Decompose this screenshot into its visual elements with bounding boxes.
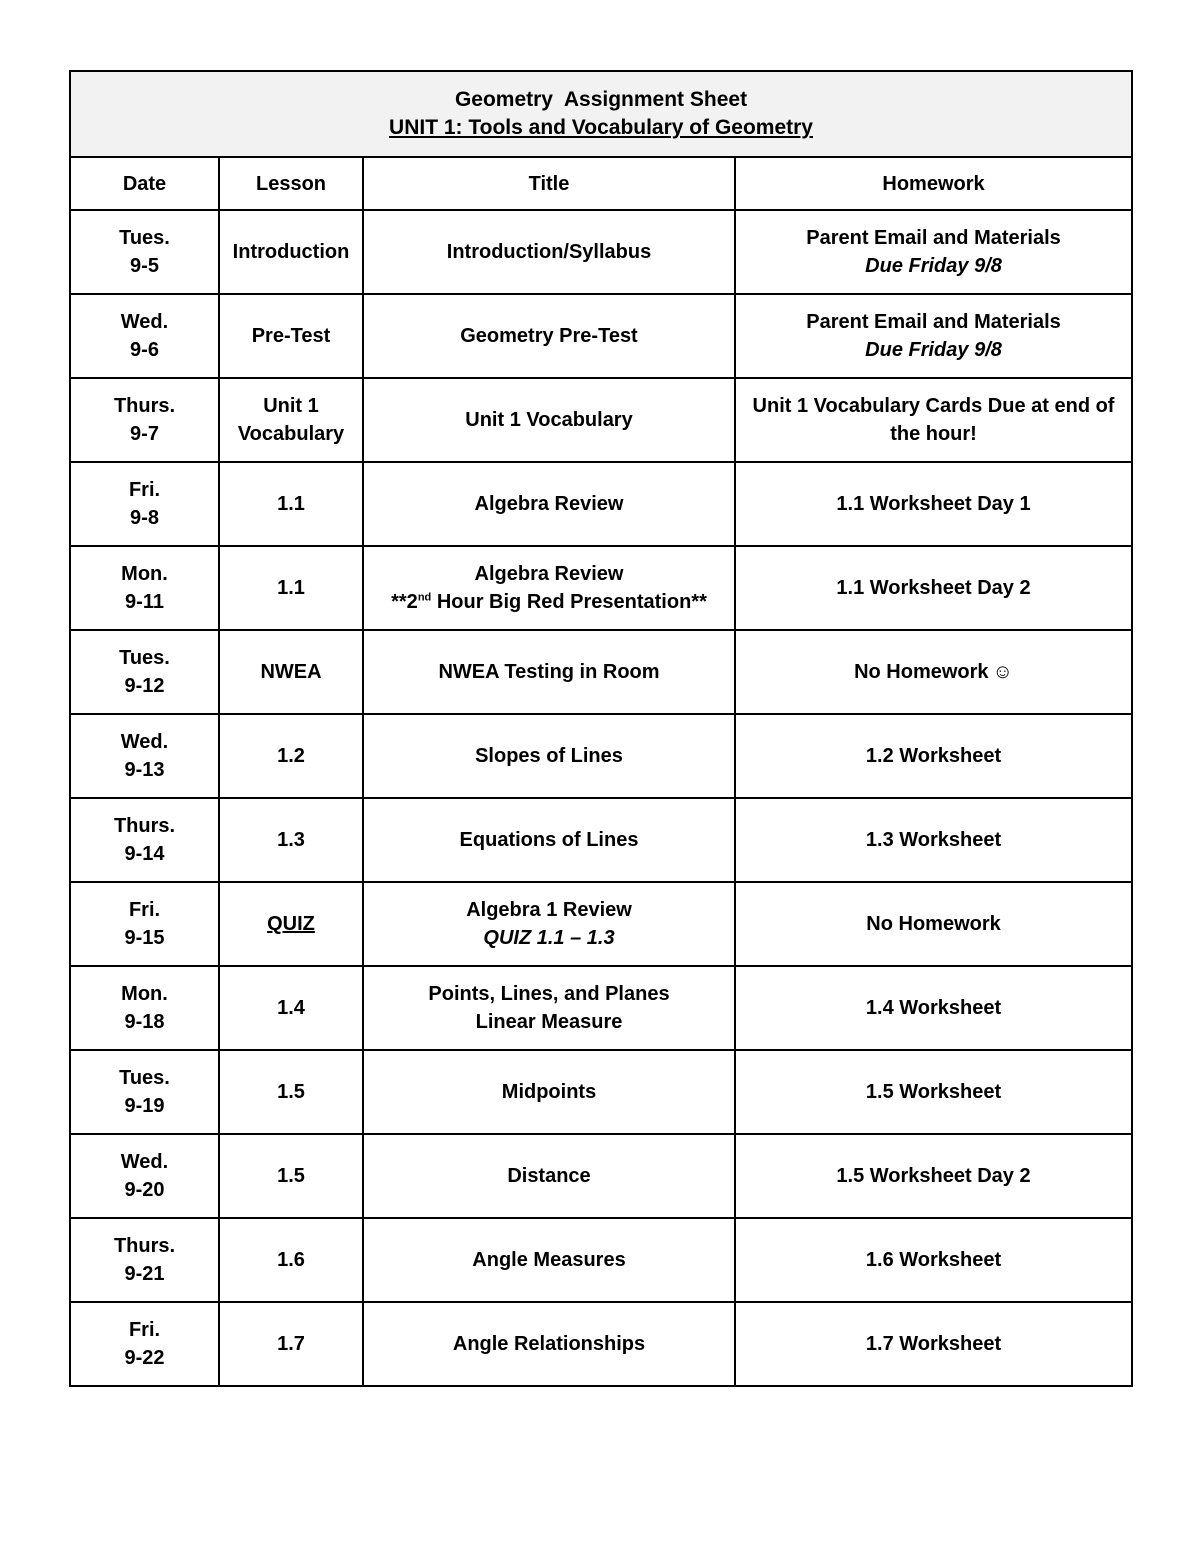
homework-due-note: Due Friday 9/8 — [865, 255, 1002, 277]
date-cell — [70, 378, 219, 462]
homework-text: 1.5 Worksheet Day 2 — [836, 1165, 1031, 1187]
day-label: Mon. — [121, 563, 168, 585]
table-row — [70, 294, 1132, 378]
homework-cell — [735, 462, 1132, 546]
title-text: Distance — [507, 1165, 591, 1187]
column-header-homework: Homework — [735, 157, 1132, 210]
homework-text: 1.3 Worksheet — [865, 829, 1002, 851]
homework-text: Parent Email and Materials — [806, 311, 1061, 333]
table-row — [70, 798, 1132, 882]
ordinal-suffix: nd — [417, 591, 432, 604]
title-text: Algebra Review — [474, 563, 624, 585]
title-text: Introduction/Syllabus — [446, 241, 652, 263]
date-cell — [70, 1302, 219, 1386]
title-text: Slopes of Lines — [475, 745, 623, 767]
homework-cell — [735, 714, 1132, 798]
sheet-header — [70, 71, 1132, 157]
title-text: Algebra 1 Review — [466, 899, 632, 921]
lesson-cell: 1.5 — [219, 1050, 363, 1134]
title-cell — [363, 1134, 735, 1218]
smiley-icon: ☺ — [992, 661, 1013, 683]
homework-text: 1.1 Worksheet Day 2 — [836, 577, 1031, 599]
date-cell — [70, 966, 219, 1050]
table-row — [70, 1302, 1132, 1386]
title-text: Geometry Pre-Test — [460, 325, 638, 347]
title-text: Unit 1 Vocabulary — [465, 409, 633, 431]
title-cell — [363, 714, 735, 798]
homework-cell — [735, 210, 1132, 294]
table-row — [70, 378, 1132, 462]
title-note — [370, 588, 728, 616]
homework-text: 1.1 Worksheet Day 1 — [836, 493, 1031, 515]
homework-cell — [735, 378, 1132, 462]
date-label: 9-11 — [125, 591, 164, 613]
lesson-cell: NWEA — [219, 630, 363, 714]
title-cell — [363, 1218, 735, 1302]
day-label: Tues. — [119, 647, 170, 669]
day-label: Tues. — [119, 1067, 170, 1089]
lesson-cell: 1.5 — [219, 1134, 363, 1218]
date-label: 9-21 — [124, 1263, 165, 1285]
day-label: Fri. — [128, 1319, 161, 1341]
day-label: Wed. — [120, 311, 169, 333]
day-label: Thurs. — [113, 1235, 176, 1257]
day-label: Fri. — [128, 479, 161, 501]
table-row — [70, 714, 1132, 798]
title-cell — [363, 378, 735, 462]
table-row — [70, 882, 1132, 966]
date-label: 9-13 — [124, 759, 165, 781]
lesson-cell: 1.3 — [219, 798, 363, 882]
table-row — [70, 1218, 1132, 1302]
date-cell — [70, 714, 219, 798]
title-cell — [363, 210, 735, 294]
column-header-date: Date — [70, 157, 219, 210]
date-label: 9-22 — [124, 1347, 165, 1369]
lesson-cell: 1.7 — [219, 1302, 363, 1386]
homework-cell — [735, 1302, 1132, 1386]
table-row — [70, 462, 1132, 546]
title-cell — [363, 630, 735, 714]
date-cell — [70, 1218, 219, 1302]
date-label: 9-12 — [124, 675, 165, 697]
title-text: NWEA Testing in Room — [438, 661, 660, 683]
title-cell — [363, 462, 735, 546]
homework-cell — [735, 546, 1132, 630]
title-text: Equations of Lines — [459, 829, 639, 851]
homework-cell — [735, 1134, 1132, 1218]
homework-cell — [735, 798, 1132, 882]
lesson-cell: Unit 1 Vocabulary — [219, 378, 363, 462]
title-text-second: Linear Measure — [475, 1011, 623, 1033]
column-header-row — [70, 157, 1132, 210]
note-prefix: **2 — [391, 591, 418, 613]
unit-subtitle: UNIT 1: Tools and Vocabulary of Geometry — [389, 116, 813, 139]
sheet-title: Geometry Assignment Sheet — [454, 88, 748, 111]
title-cell — [363, 546, 735, 630]
table-row — [70, 966, 1132, 1050]
date-label: 9-5 — [130, 255, 159, 277]
homework-text: 1.2 Worksheet — [865, 745, 1002, 767]
lesson-cell: 1.4 — [219, 966, 363, 1050]
date-label: 9-18 — [124, 1011, 165, 1033]
lesson-cell: Pre-Test — [219, 294, 363, 378]
date-cell — [70, 798, 219, 882]
title-text: Algebra Review — [474, 493, 624, 515]
homework-cell — [735, 1050, 1132, 1134]
homework-text: 1.4 Worksheet — [865, 997, 1002, 1019]
table-row — [70, 1050, 1132, 1134]
day-label: Tues. — [119, 227, 170, 249]
title-text: Points, Lines, and Planes — [428, 983, 670, 1005]
homework-text: No Homework — [854, 661, 989, 683]
homework-cell — [735, 630, 1132, 714]
column-header-title: Title — [363, 157, 735, 210]
note-rest: Hour Big Red Presentation** — [431, 591, 707, 613]
lesson-cell — [219, 882, 363, 966]
date-label: 9-14 — [124, 843, 165, 865]
lesson-cell: 1.6 — [219, 1218, 363, 1302]
quiz-label: QUIZ — [267, 913, 315, 935]
homework-cell — [735, 1218, 1132, 1302]
date-label: 9-8 — [130, 507, 159, 529]
homework-text: 1.5 Worksheet — [865, 1081, 1002, 1103]
lesson-cell: 1.1 — [219, 546, 363, 630]
day-label: Thurs. — [113, 815, 176, 837]
table-row — [70, 630, 1132, 714]
date-label: 9-20 — [124, 1179, 165, 1201]
date-label: 9-19 — [124, 1095, 165, 1117]
date-label: 9-6 — [130, 339, 159, 361]
table-row — [70, 210, 1132, 294]
table-row — [70, 1134, 1132, 1218]
lesson-cell: 1.2 — [219, 714, 363, 798]
homework-text: 1.6 Worksheet — [865, 1249, 1002, 1271]
date-cell — [70, 294, 219, 378]
title-cell — [363, 294, 735, 378]
lesson-cell: Introduction — [219, 210, 363, 294]
date-label: 9-15 — [124, 927, 165, 949]
date-cell — [70, 1050, 219, 1134]
title-cell — [363, 882, 735, 966]
homework-text: No Homework — [866, 913, 1001, 935]
date-cell — [70, 546, 219, 630]
homework-cell — [735, 966, 1132, 1050]
column-header-lesson: Lesson — [219, 157, 363, 210]
title-cell — [363, 1050, 735, 1134]
quiz-note: QUIZ 1.1 – 1.3 — [483, 927, 615, 949]
title-cell — [363, 798, 735, 882]
title-text: Angle Relationships — [452, 1333, 646, 1355]
title-cell — [363, 1302, 735, 1386]
date-cell — [70, 1134, 219, 1218]
homework-text: Unit 1 Vocabulary Cards Due at end of the hour! — [752, 395, 1115, 445]
title-text: Angle Measures — [472, 1249, 626, 1271]
lesson-cell: 1.1 — [219, 462, 363, 546]
date-cell — [70, 210, 219, 294]
date-cell — [70, 462, 219, 546]
homework-due-note: Due Friday 9/8 — [865, 339, 1002, 361]
day-label: Wed. — [120, 731, 169, 753]
day-label: Fri. — [128, 899, 161, 921]
date-label: 9-7 — [130, 423, 159, 445]
homework-text: Parent Email and Materials — [806, 227, 1061, 249]
day-label: Thurs. — [113, 395, 176, 417]
homework-text: 1.7 Worksheet — [865, 1333, 1002, 1355]
day-label: Wed. — [120, 1151, 169, 1173]
title-text: Midpoints — [501, 1081, 597, 1103]
homework-cell — [735, 294, 1132, 378]
title-cell — [363, 966, 735, 1050]
assignment-table — [69, 70, 1133, 1387]
day-label: Mon. — [121, 983, 168, 1005]
date-cell — [70, 630, 219, 714]
table-row — [70, 546, 1132, 630]
homework-cell — [735, 882, 1132, 966]
date-cell — [70, 882, 219, 966]
